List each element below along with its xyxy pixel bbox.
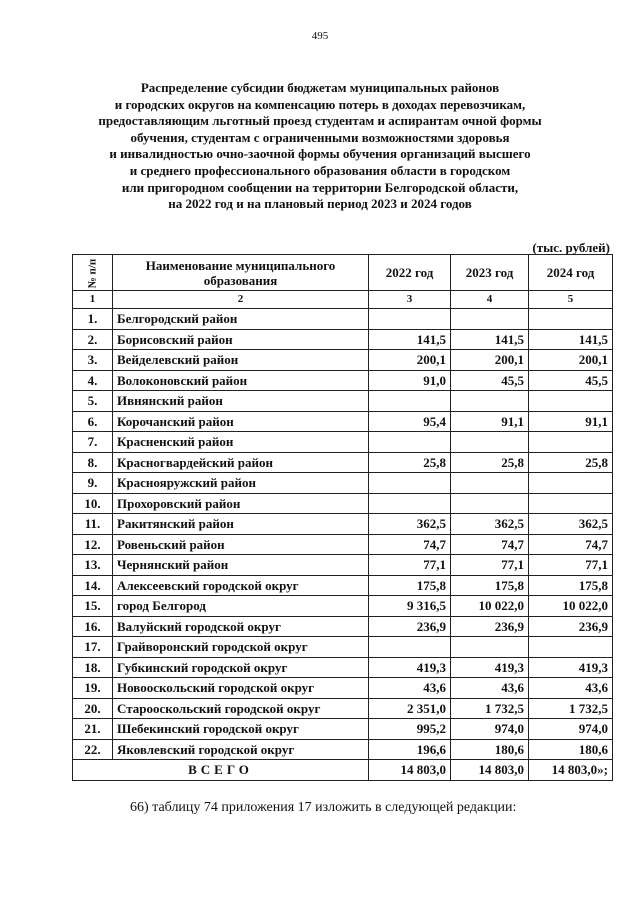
row-number: 11. — [73, 514, 113, 535]
table-row — [73, 493, 613, 514]
value-2023: 25,8 — [451, 452, 529, 473]
row-name: Белгородский район — [113, 309, 369, 330]
value-2022: 77,1 — [369, 555, 451, 576]
value-2023: 362,5 — [451, 514, 529, 535]
value-2024: 974,0 — [529, 719, 613, 740]
value-2022: 196,6 — [369, 739, 451, 760]
header-number: № п/п — [73, 255, 113, 291]
row-number: 12. — [73, 534, 113, 555]
value-2022: 175,8 — [369, 575, 451, 596]
row-name: Яковлевский городской округ — [113, 739, 369, 760]
row-name: Волоконовский район — [113, 370, 369, 391]
value-2023: 43,6 — [451, 678, 529, 699]
document-title — [80, 80, 560, 213]
value-2023: 180,6 — [451, 739, 529, 760]
row-number: 2. — [73, 329, 113, 350]
row-number: 18. — [73, 657, 113, 678]
value-2024: 91,1 — [529, 411, 613, 432]
page-number: 495 — [311, 30, 329, 42]
value-2024 — [529, 432, 613, 453]
total-2024: 14 803,0»; — [529, 760, 613, 781]
value-2023: 10 022,0 — [451, 596, 529, 617]
row-name: Новооскольский городской округ — [113, 678, 369, 699]
title-line: и городских округов на компенсацию потерь в доходах перевозчикам, — [114, 96, 526, 112]
title-line: и инвалидностью очно-заочной формы обучения организаций высшего — [109, 146, 531, 162]
table-row — [73, 411, 613, 432]
table-row — [73, 329, 613, 350]
column-number-row — [73, 291, 613, 309]
value-2024: 45,5 — [529, 370, 613, 391]
value-2022: 43,6 — [369, 678, 451, 699]
value-2022: 95,4 — [369, 411, 451, 432]
value-2023: 74,7 — [451, 534, 529, 555]
row-name: Грайворонский городской округ — [113, 637, 369, 658]
value-2024 — [529, 637, 613, 658]
unit-label: (тыс. рублей) — [532, 240, 610, 255]
row-number: 9. — [73, 473, 113, 494]
value-2023 — [451, 493, 529, 514]
table-row — [73, 596, 613, 617]
row-name: Валуйский городской округ — [113, 616, 369, 637]
value-2024: 74,7 — [529, 534, 613, 555]
row-name: Старооскольский городской округ — [113, 698, 369, 719]
value-2022: 25,8 — [369, 452, 451, 473]
row-name: Алексеевский городской округ — [113, 575, 369, 596]
footer-text: 66) таблицу 74 приложения 17 изложить в следующей редакции: — [130, 800, 517, 815]
row-name: Борисовский район — [113, 329, 369, 350]
title-line: на 2022 год и на плановый период 2023 и 2024 годов — [168, 196, 472, 212]
row-name: Ивнянский район — [113, 391, 369, 412]
value-2024 — [529, 309, 613, 330]
row-number: 21. — [73, 719, 113, 740]
table-row — [73, 657, 613, 678]
value-2022: 362,5 — [369, 514, 451, 535]
value-2024: 200,1 — [529, 350, 613, 371]
title-line: и среднего профессионального образования области в городском — [129, 162, 511, 178]
header-2023: 2023 год — [451, 255, 529, 291]
value-2023: 419,3 — [451, 657, 529, 678]
row-name: Вейделевский район — [113, 350, 369, 371]
title-line: обучения, студентам с ограниченными возможностями здоровья — [130, 129, 510, 145]
value-2022 — [369, 432, 451, 453]
column-number: 4 — [451, 291, 529, 309]
value-2024: 77,1 — [529, 555, 613, 576]
value-2023: 91,1 — [451, 411, 529, 432]
value-2023: 77,1 — [451, 555, 529, 576]
subsidy-table — [72, 254, 613, 781]
table-row — [73, 391, 613, 412]
total-label: ВСЕГО — [73, 760, 369, 781]
table-row — [73, 719, 613, 740]
value-2023 — [451, 637, 529, 658]
table-row — [73, 350, 613, 371]
value-2022: 74,7 — [369, 534, 451, 555]
value-2022 — [369, 309, 451, 330]
value-2022: 419,3 — [369, 657, 451, 678]
value-2023: 974,0 — [451, 719, 529, 740]
column-number: 2 — [113, 291, 369, 309]
row-number: 4. — [73, 370, 113, 391]
value-2024: 419,3 — [529, 657, 613, 678]
value-2023 — [451, 432, 529, 453]
row-number: 3. — [73, 350, 113, 371]
row-name: Ровеньский район — [113, 534, 369, 555]
title-line: Распределение субсидии бюджетам муниципальных районов — [140, 80, 500, 95]
value-2022: 91,0 — [369, 370, 451, 391]
table-row — [73, 678, 613, 699]
value-2024: 141,5 — [529, 329, 613, 350]
row-number: 8. — [73, 452, 113, 473]
table-row — [73, 309, 613, 330]
value-2023: 200,1 — [451, 350, 529, 371]
value-2024: 43,6 — [529, 678, 613, 699]
row-number: 14. — [73, 575, 113, 596]
row-name: Чернянский район — [113, 555, 369, 576]
value-2024 — [529, 391, 613, 412]
row-name: Корочанский район — [113, 411, 369, 432]
value-2024: 180,6 — [529, 739, 613, 760]
table-row — [73, 514, 613, 535]
row-name: Красненский район — [113, 432, 369, 453]
table-row — [73, 370, 613, 391]
row-number: 16. — [73, 616, 113, 637]
value-2023 — [451, 473, 529, 494]
value-2022: 9 316,5 — [369, 596, 451, 617]
value-2022: 141,5 — [369, 329, 451, 350]
row-number: 13. — [73, 555, 113, 576]
value-2024: 236,9 — [529, 616, 613, 637]
column-number: 3 — [369, 291, 451, 309]
table-row — [73, 452, 613, 473]
total-row — [73, 760, 613, 781]
table-row — [73, 616, 613, 637]
header-2024: 2024 год — [529, 255, 613, 291]
row-name: город Белгород — [113, 596, 369, 617]
value-2024 — [529, 493, 613, 514]
value-2024 — [529, 473, 613, 494]
total-2022: 14 803,0 — [369, 760, 451, 781]
value-2022: 236,9 — [369, 616, 451, 637]
column-number: 1 — [73, 291, 113, 309]
row-number: 7. — [73, 432, 113, 453]
row-name: Губкинский городской округ — [113, 657, 369, 678]
row-number: 6. — [73, 411, 113, 432]
table-row — [73, 637, 613, 658]
row-number: 15. — [73, 596, 113, 617]
value-2024: 25,8 — [529, 452, 613, 473]
value-2023: 175,8 — [451, 575, 529, 596]
value-2023: 236,9 — [451, 616, 529, 637]
row-number: 5. — [73, 391, 113, 412]
row-number: 20. — [73, 698, 113, 719]
table-row — [73, 432, 613, 453]
header-name: Наименование муниципального образования — [113, 255, 369, 291]
row-name: Красногвардейский район — [113, 452, 369, 473]
value-2024: 362,5 — [529, 514, 613, 535]
row-name: Шебекинский городской округ — [113, 719, 369, 740]
table-row — [73, 575, 613, 596]
row-name: Краснояружский район — [113, 473, 369, 494]
total-2023: 14 803,0 — [451, 760, 529, 781]
row-number: 1. — [73, 309, 113, 330]
value-2022 — [369, 391, 451, 412]
value-2022 — [369, 473, 451, 494]
value-2024: 10 022,0 — [529, 596, 613, 617]
table-row — [73, 473, 613, 494]
value-2023 — [451, 309, 529, 330]
value-2022: 995,2 — [369, 719, 451, 740]
title-line: предоставляющим льготный проезд студентам и аспирантам очной формы — [98, 113, 542, 129]
row-number: 22. — [73, 739, 113, 760]
row-name: Прохоровский район — [113, 493, 369, 514]
value-2022: 2 351,0 — [369, 698, 451, 719]
row-number: 17. — [73, 637, 113, 658]
row-number: 10. — [73, 493, 113, 514]
table-row — [73, 698, 613, 719]
value-2023: 141,5 — [451, 329, 529, 350]
value-2023 — [451, 391, 529, 412]
header-2022: 2022 год — [369, 255, 451, 291]
value-2022 — [369, 637, 451, 658]
table-row — [73, 739, 613, 760]
title-line: или пригородном сообщении на территории Белгородской области, — [121, 179, 519, 195]
row-number: 19. — [73, 678, 113, 699]
value-2024: 1 732,5 — [529, 698, 613, 719]
value-2022 — [369, 493, 451, 514]
row-name: Ракитянский район — [113, 514, 369, 535]
value-2023: 1 732,5 — [451, 698, 529, 719]
value-2023: 45,5 — [451, 370, 529, 391]
table-row — [73, 555, 613, 576]
table-row — [73, 534, 613, 555]
value-2022: 200,1 — [369, 350, 451, 371]
column-number: 5 — [529, 291, 613, 309]
table-header-row — [73, 255, 613, 291]
value-2024: 175,8 — [529, 575, 613, 596]
